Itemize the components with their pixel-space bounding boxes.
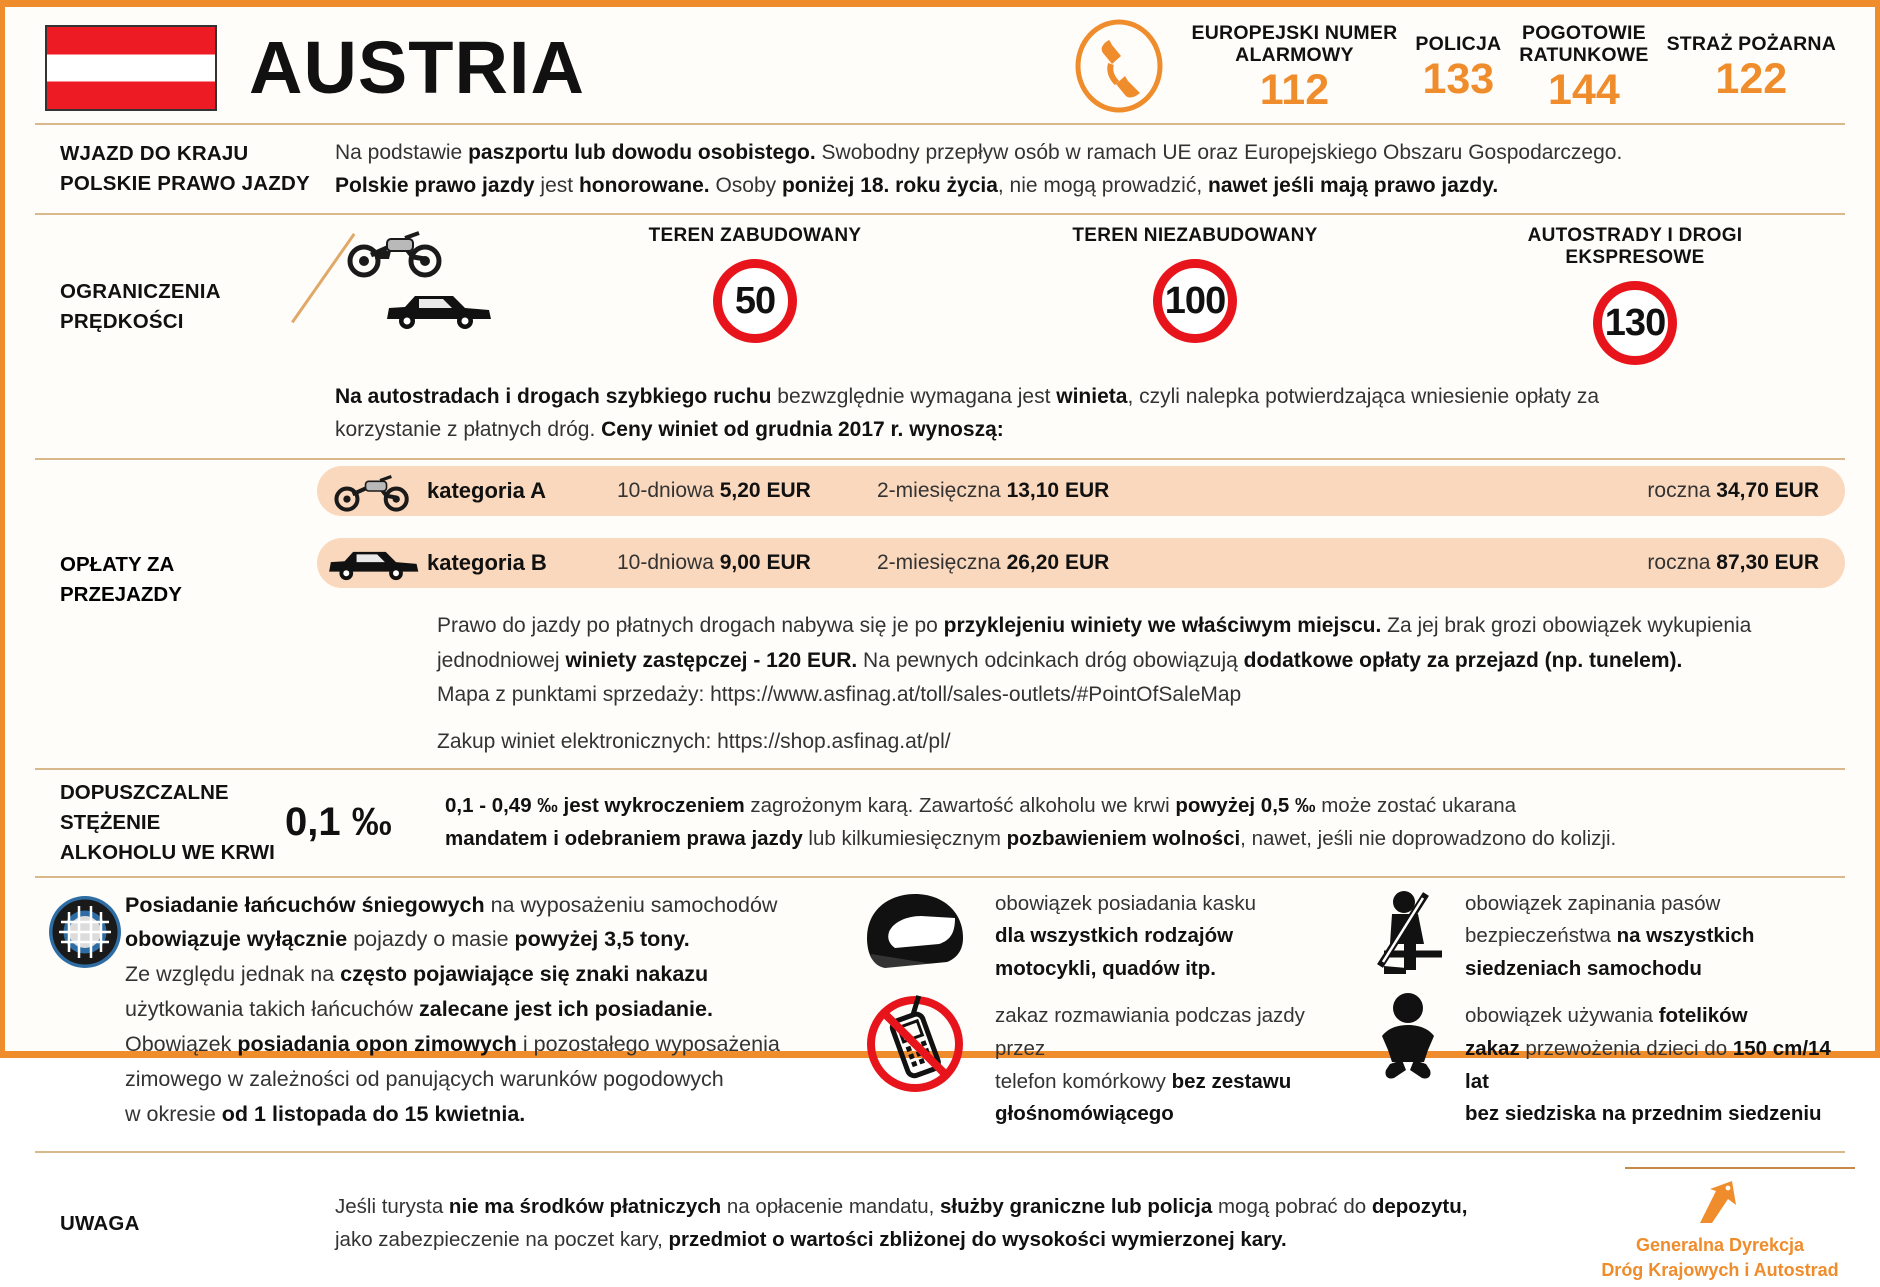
- seatbelt-text: [1465, 888, 1859, 986]
- emergency-number: 144: [1548, 65, 1620, 114]
- speed-limit-sign: 50: [713, 259, 797, 343]
- car-icon: [381, 287, 493, 336]
- alcohol-limit-value: 0,1 ‰: [285, 800, 392, 845]
- tolls-label-line1: OPŁATY ZA: [60, 553, 175, 577]
- child-seat-icon: [1353, 992, 1465, 1096]
- emergency-label: POLICJA: [1415, 33, 1502, 56]
- toll-price-annual: [1177, 479, 1845, 503]
- helmet-line: dla wszystkich rodzajów: [995, 924, 1234, 948]
- alcohol-description-line: mandatem i odebraniem prawa jazdy lub kilkumiesięcznym pozbawieniem wolności, nawet, jeśli nie doprowadzono do kolizji.: [445, 826, 1617, 850]
- logo-divider: [1625, 1167, 1855, 1169]
- vignette-note: [5, 365, 1875, 458]
- motorcycle-icon: [317, 470, 427, 512]
- snow-chain-tire-icon: [5, 888, 125, 1146]
- toll-price: 34,70 EUR: [1716, 479, 1819, 503]
- toll-price: 9,00 EUR: [719, 551, 811, 575]
- toll-prefix: 2-miesięczna: [877, 551, 1007, 575]
- notice-body: [335, 1191, 1585, 1257]
- phone-handset-icon: [1073, 18, 1165, 119]
- emergency-numbers: [1073, 18, 1845, 119]
- section-equipment: [5, 878, 1875, 1152]
- helmet-line: obowiązek posiadania kasku: [995, 891, 1256, 915]
- phone-line: zakaz rozmawiania podczas jazdy przez: [995, 1003, 1305, 1060]
- car-icon: [317, 544, 427, 582]
- emergency-item-122: [1658, 34, 1845, 102]
- winter-line: Ze względu jednak na często pojawiające się znaki nakazu: [125, 962, 709, 987]
- toll-rate-rows: [5, 466, 1875, 588]
- childseat-line: zakaz przewożenia dzieci do 150 cm/14 lat: [1465, 1036, 1831, 1093]
- section-label-tolls: [60, 550, 182, 609]
- childseat-text: [1465, 1000, 1859, 1131]
- toll-price-2month: [877, 551, 1177, 575]
- entry-label-line1: WJAZD DO KRAJU: [60, 142, 249, 165]
- toll-price-2month: [877, 479, 1177, 503]
- toll-prefix: 2-miesięczna: [877, 479, 1007, 503]
- tolls-label-line2: PRZEJAZDY: [60, 582, 182, 606]
- seatbelt-line: siedzeniach samochodu: [1465, 957, 1702, 981]
- emergency-number: 112: [1259, 65, 1330, 114]
- entry-label-line2: POLSKIE PRAWO JAZDY: [60, 171, 310, 195]
- toll-price-10day: [617, 551, 877, 575]
- no-mobile-phone-icon: [835, 992, 995, 1096]
- speed-limit-built-up: [605, 225, 905, 365]
- speed-limit-rural: [1045, 225, 1345, 365]
- section-entry: [5, 125, 1875, 213]
- alcohol-label-line2: ALKOHOLU WE KRWI: [60, 840, 275, 864]
- alcohol-description: [445, 790, 1875, 856]
- winter-equipment-text: [125, 888, 835, 1146]
- seatbelt-line: bezpieczeństwa na wszystkich: [1465, 924, 1755, 948]
- logo-line1: Generalna Dyrekcja: [1635, 1235, 1805, 1256]
- seatbelt-childseat-text: [1465, 888, 1875, 1146]
- header: [5, 7, 1875, 123]
- emergency-item-112: [1183, 23, 1407, 113]
- speed-limit-signs: [535, 225, 1875, 365]
- helmet-icon: [835, 888, 995, 992]
- emergency-label: POGOTOWIE RATUNKOWE: [1519, 22, 1649, 66]
- section-notice: [5, 1153, 1875, 1287]
- entry-line: Polskie prawo jazdy jest honorowane. Osoby poniżej 18. roku życia, nie mogą prowadzić, nawet jeśli mają prawo jazdy.: [335, 173, 1499, 197]
- alcohol-description-line: 0,1 - 0,49 ‰ jest wykroczeniem zagrożonym karą. Zawartość alkoholu we krwi powyżej 0,5 ‰ może zostać ukarana: [445, 794, 1517, 818]
- table-row: [317, 538, 1845, 588]
- childseat-line: bez siedziska na przednim siedzeniu: [1465, 1102, 1822, 1126]
- winter-line: Obowiązek posiadania opon zimowych i pozostałego wyposażenia: [125, 1031, 780, 1056]
- winter-line: obowiązuje wyłącznie pojazdy o masie powyżej 3,5 tony.: [125, 927, 690, 952]
- phone-text: [995, 1000, 1345, 1131]
- toll-prefix: 10-dniowa: [617, 551, 720, 575]
- toll-price-annual: [1177, 551, 1845, 575]
- helmet-phone-icons: [835, 888, 995, 1146]
- toll-price-10day: [617, 479, 877, 503]
- emergency-item-144: [1510, 23, 1657, 113]
- notice-line: Jeśli turysta nie ma środków płatniczych na opłacenie mandatu, służby graniczne lub policja mogą pobrać do depozytu,: [335, 1195, 1468, 1219]
- helmet-line: motocykli, quadów itp.: [995, 957, 1216, 981]
- toll-sales-map-link[interactable]: Mapa z punktami sprzedaży: https://www.asfinag.at/toll/sales-outlets/#PointOfSaleMap: [437, 683, 1242, 707]
- toll-price: 5,20 EUR: [719, 479, 811, 503]
- section-tolls: [5, 460, 1875, 758]
- section-alcohol: [5, 770, 1875, 875]
- section-label-speed: [5, 225, 335, 365]
- page-title: AUSTRIA: [249, 26, 585, 109]
- vignette-note-body: [335, 381, 1855, 446]
- emergency-number: 133: [1422, 54, 1495, 103]
- winter-line: użytkowania takich łańcuchów zalecane jest ich posiadanie.: [125, 997, 713, 1022]
- winter-line: Posiadanie łańcuchów śniegowych na wyposażeniu samochodów: [125, 892, 778, 917]
- section-label-entry: [5, 137, 335, 202]
- winter-equipment-block: [5, 888, 835, 1146]
- speed-limit-label: AUTOSTRADY I DROGI EKSPRESOWE: [1527, 225, 1743, 269]
- helmet-phone-text: [995, 888, 1345, 1146]
- logo-line2: Dróg Krajowych i Autostrad: [1601, 1259, 1839, 1280]
- motorcycle-icon: [347, 225, 443, 282]
- speed-vehicle-icons: [335, 225, 535, 343]
- section-speed-limits: [5, 215, 1875, 365]
- vignette-note-line: korzystanie z płatnych dróg. Ceny winiet od grudnia 2017 r. wynoszą:: [335, 417, 1004, 441]
- seatbelt-icon: [1353, 888, 1465, 992]
- phone-line: głośnomówiącego: [995, 1102, 1174, 1126]
- entry-line: Na podstawie paszportu lub dowodu osobistego. Swobodny przepływ osób w ramach UE oraz Europejskiego Obszaru Gospodarczego.: [335, 141, 1623, 164]
- gddkia-logo: [1585, 1167, 1875, 1281]
- toll-category: kategoria A: [427, 478, 547, 504]
- toll-prefix: roczna: [1647, 479, 1717, 503]
- eagle-arrow-icon: [1692, 1179, 1748, 1227]
- toll-description: [5, 610, 1875, 758]
- childseat-line: obowiązek używania fotelików: [1465, 1003, 1748, 1027]
- emergency-item-133: [1406, 34, 1510, 102]
- emergency-label: STRAŻ POŻARNA: [1666, 33, 1836, 56]
- speed-limit-label: TEREN ZABUDOWANY: [648, 225, 862, 247]
- section-label-notice: UWAGA: [60, 1212, 140, 1236]
- speed-limit-sign: 100: [1153, 259, 1237, 343]
- phone-line: telefon komórkowy bez zestawu: [995, 1069, 1292, 1093]
- toll-eshop-link[interactable]: Zakup winiet elektronicznych: https://shop.asfinag.at/pl/: [437, 729, 951, 753]
- notice-line: jako zabezpieczenie na poczet kary, przedmiot o wartości zbliżonej do wysokości wymierzonej kary.: [335, 1228, 1287, 1252]
- helmet-phone-block: [835, 888, 1345, 1146]
- toll-description-line: Prawo do jazdy po płatnych drogach nabywa się je po przyklejeniu winiety we właściwym miejscu. Za jej brak grozi obowiązek wykupienia: [437, 614, 1752, 638]
- toll-price: 87,30 EUR: [1716, 551, 1819, 575]
- toll-prefix: roczna: [1647, 551, 1717, 575]
- table-row: [317, 466, 1845, 516]
- speed-limit-sign: 130: [1593, 281, 1677, 365]
- seatbelt-childseat-block: [1345, 888, 1875, 1146]
- toll-description-line: jednodniowej winiety zastępczej - 120 EUR. Na pewnych odcinkach dróg obowiązują dodatkowe opłaty za przejazd (np. tunelem).: [437, 648, 1683, 672]
- alcohol-label-line1: DOPUSZCZALNE STĘŻENIE: [60, 781, 229, 835]
- helmet-text: [995, 888, 1345, 986]
- emergency-number: 122: [1715, 54, 1788, 103]
- toll-price: 26,20 EUR: [1006, 551, 1110, 575]
- speed-label-line1: OGRANICZENIA: [60, 280, 221, 304]
- speed-limit-motorway: [1485, 225, 1785, 365]
- winter-line: w okresie od 1 listopada do 15 kwietnia.: [125, 1101, 526, 1126]
- austria-flag-icon: [45, 25, 217, 111]
- section-label-alcohol: [5, 778, 285, 867]
- winter-line: zimowego w zależności od panujących warunków pogodowych: [125, 1066, 724, 1091]
- spacer: [5, 381, 335, 446]
- seatbelt-line: obowiązek zapinania pasów: [1465, 891, 1721, 915]
- toll-prefix: 10-dniowa: [617, 479, 720, 503]
- toll-category: kategoria B: [427, 550, 547, 576]
- speed-limit-label: TEREN NIEZABUDOWANY: [1072, 225, 1318, 247]
- seatbelt-childseat-icons: [1345, 888, 1465, 1146]
- toll-price: 13,10 EUR: [1006, 479, 1110, 503]
- entry-body: [335, 137, 1875, 202]
- vignette-note-line: Na autostradach i drogach szybkiego ruchu bezwzględnie wymagana jest winieta, czyli nalepka potwierdzająca wniesienie opłaty za: [335, 385, 1600, 409]
- speed-label-line2: PRĘDKOŚCI: [60, 309, 184, 333]
- emergency-label: EUROPEJSKI NUMER ALARMOWY: [1191, 22, 1398, 66]
